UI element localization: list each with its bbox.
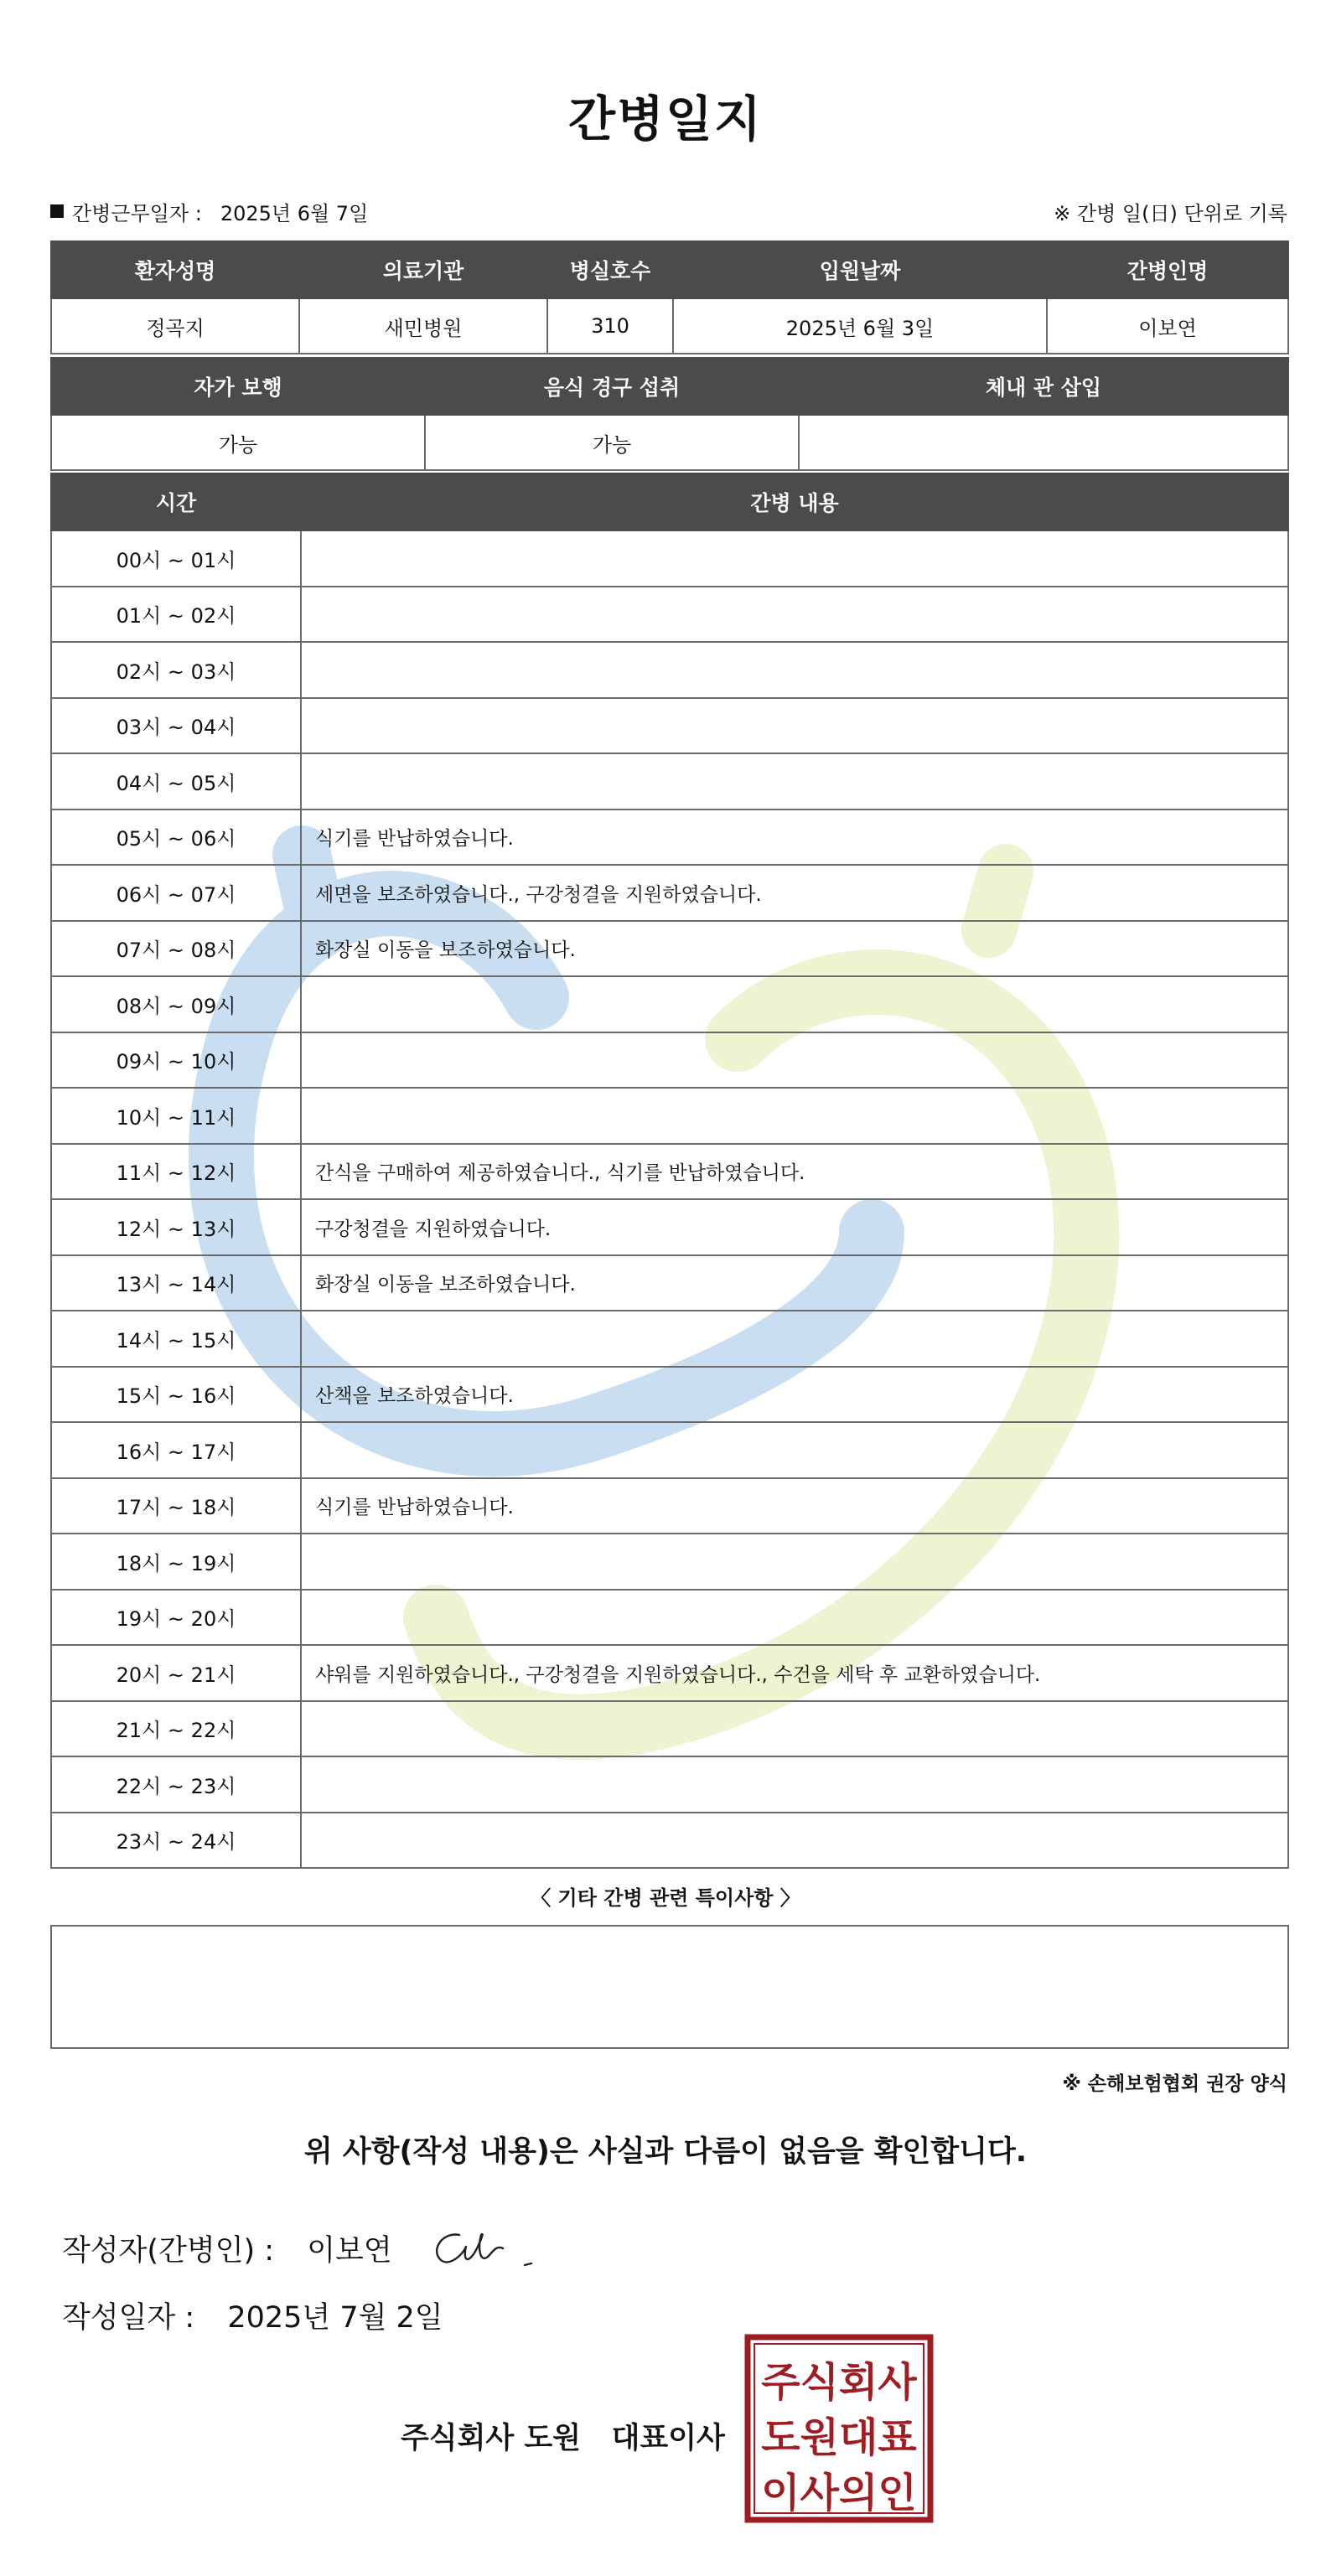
time-slot: 17시 ~ 18시 bbox=[51, 1478, 301, 1534]
table-row bbox=[51, 1645, 1288, 1701]
writer-row bbox=[62, 2227, 392, 2269]
table-row bbox=[51, 530, 1288, 587]
special-notes-title: 〈 기타 간병 관련 특이사항 〉 bbox=[531, 1886, 800, 1910]
header-room-number: 병실호수 bbox=[547, 241, 673, 298]
room-number: 310 bbox=[547, 298, 673, 354]
table-row bbox=[51, 1534, 1288, 1590]
header-hospital: 의료기관 bbox=[299, 241, 547, 298]
table-row bbox=[51, 1813, 1288, 1869]
oral-intake-value: 가능 bbox=[425, 415, 799, 470]
time-slot: 06시 ~ 07시 bbox=[51, 865, 301, 921]
table-row bbox=[51, 1255, 1288, 1311]
table-row bbox=[51, 698, 1288, 754]
meta-row bbox=[50, 194, 1287, 228]
record-unit-note: ※ 간병 일(日) 단위로 기록 bbox=[1054, 201, 1287, 225]
table-row bbox=[51, 1422, 1288, 1478]
time-slot: 10시 ~ 11시 bbox=[51, 1088, 301, 1144]
time-slot: 21시 ~ 22시 bbox=[51, 1701, 301, 1757]
time-slot: 01시 ~ 02시 bbox=[51, 587, 301, 643]
table-row bbox=[51, 976, 1288, 1032]
care-log-body bbox=[51, 530, 1288, 1868]
header-caregiver-name: 간병인명 bbox=[1047, 241, 1288, 298]
recommendation-note: ※ 손해보험협회 권장 양식 bbox=[1062, 2073, 1287, 2095]
table-row bbox=[51, 1088, 1288, 1144]
time-slot: 23시 ~ 24시 bbox=[51, 1813, 301, 1869]
patient-info-table bbox=[50, 241, 1289, 354]
handwritten-signature bbox=[426, 2216, 560, 2275]
care-content: 식기를 반납하였습니다. bbox=[301, 1478, 1288, 1534]
writer-label: 작성자(간병인) : bbox=[62, 2234, 275, 2268]
care-log-table bbox=[50, 473, 1289, 1869]
care-content bbox=[301, 1088, 1288, 1144]
time-slot: 03시 ~ 04시 bbox=[51, 698, 301, 754]
header-self-walking: 자가 보행 bbox=[51, 358, 425, 415]
work-date bbox=[50, 197, 368, 226]
table-row bbox=[51, 1590, 1288, 1646]
table-row bbox=[51, 1701, 1288, 1757]
write-date-label: 작성일자 : bbox=[62, 2301, 195, 2335]
time-slot: 19시 ~ 20시 bbox=[51, 1590, 301, 1646]
table-row bbox=[51, 1478, 1288, 1534]
time-slot: 16시 ~ 17시 bbox=[51, 1422, 301, 1478]
care-content bbox=[301, 1590, 1288, 1646]
care-content bbox=[301, 642, 1288, 698]
table-row bbox=[51, 753, 1288, 810]
company-representative: 주식회사 도원 대표이사 bbox=[401, 2422, 725, 2455]
time-slot: 02시 ~ 03시 bbox=[51, 642, 301, 698]
care-content bbox=[301, 1813, 1288, 1869]
table-row bbox=[51, 1311, 1288, 1367]
header-oral-intake: 음식 경구 섭취 bbox=[425, 358, 799, 415]
care-content: 식기를 반납하였습니다. bbox=[301, 810, 1288, 866]
time-slot: 11시 ~ 12시 bbox=[51, 1144, 301, 1200]
header-tube-insertion: 체내 관 삽입 bbox=[799, 358, 1288, 415]
care-content bbox=[301, 587, 1288, 643]
self-walking-value: 가능 bbox=[51, 415, 425, 470]
company-seal-stamp bbox=[744, 2334, 934, 2523]
seal-text-line: 도원대표 bbox=[761, 2414, 917, 2461]
work-date-label: 간병근무일자 : bbox=[72, 201, 202, 225]
write-date-row bbox=[62, 2294, 443, 2336]
tube-insertion-value bbox=[799, 415, 1288, 470]
patient-name: 정곡지 bbox=[51, 298, 299, 354]
table-row bbox=[51, 1032, 1288, 1089]
confirmation-statement: 위 사항(작성 내용)은 사실과 다름이 없음을 확인합니다. bbox=[303, 2135, 1028, 2169]
care-content bbox=[301, 1311, 1288, 1367]
seal-text-line: 주식회사 bbox=[761, 2359, 917, 2406]
care-content: 화장실 이동을 보조하였습니다. bbox=[301, 921, 1288, 977]
time-slot: 05시 ~ 06시 bbox=[51, 810, 301, 866]
time-slot: 15시 ~ 16시 bbox=[51, 1367, 301, 1423]
care-content bbox=[301, 530, 1288, 587]
care-content: 화장실 이동을 보조하였습니다. bbox=[301, 1255, 1288, 1311]
header-patient-name: 환자성명 bbox=[51, 241, 299, 298]
table-row bbox=[51, 1367, 1288, 1423]
care-content: 샤워를 지원하였습니다., 구강청결을 지원하였습니다., 수건을 세탁 후 교환하였습니다. bbox=[301, 1645, 1288, 1701]
table-row bbox=[51, 1199, 1288, 1255]
time-slot: 20시 ~ 21시 bbox=[51, 1645, 301, 1701]
care-content bbox=[301, 1701, 1288, 1757]
table-row bbox=[51, 810, 1288, 866]
care-content bbox=[301, 1032, 1288, 1089]
work-date-value: 2025년 6월 7일 bbox=[220, 201, 369, 225]
care-content bbox=[301, 976, 1288, 1032]
time-slot: 08시 ~ 09시 bbox=[51, 976, 301, 1032]
care-content: 구강청결을 지원하였습니다. bbox=[301, 1199, 1288, 1255]
seal-text-line: 이사의인 bbox=[761, 2470, 917, 2517]
patient-status-table bbox=[50, 357, 1289, 471]
table-row bbox=[51, 865, 1288, 921]
header-admission-date: 입원날짜 bbox=[673, 241, 1047, 298]
table-row bbox=[51, 1144, 1288, 1200]
time-slot: 22시 ~ 23시 bbox=[51, 1756, 301, 1813]
caregiver-name: 이보연 bbox=[1047, 298, 1288, 354]
time-slot: 14시 ~ 15시 bbox=[51, 1311, 301, 1367]
hospital-name: 새민병원 bbox=[299, 298, 547, 354]
time-slot: 09시 ~ 10시 bbox=[51, 1032, 301, 1089]
table-row bbox=[51, 642, 1288, 698]
table-row bbox=[51, 921, 1288, 977]
time-slot: 12시 ~ 13시 bbox=[51, 1199, 301, 1255]
writer-name: 이보연 bbox=[307, 2234, 392, 2268]
time-slot: 04시 ~ 05시 bbox=[51, 753, 301, 810]
table-row bbox=[51, 1756, 1288, 1813]
special-notes-box bbox=[50, 1925, 1289, 2049]
care-content bbox=[301, 1534, 1288, 1590]
time-slot: 00시 ~ 01시 bbox=[51, 530, 301, 587]
care-content: 세면을 보조하였습니다., 구강청결을 지원하였습니다. bbox=[301, 865, 1288, 921]
bullet-square-icon bbox=[50, 204, 64, 218]
care-content bbox=[301, 1756, 1288, 1813]
time-slot: 18시 ~ 19시 bbox=[51, 1534, 301, 1590]
table-row bbox=[51, 587, 1288, 643]
care-content: 산책을 보조하였습니다. bbox=[301, 1367, 1288, 1423]
time-slot: 07시 ~ 08시 bbox=[51, 921, 301, 977]
write-date-value: 2025년 7월 2일 bbox=[227, 2301, 443, 2335]
care-content: 간식을 구매하여 제공하였습니다., 식기를 반납하였습니다. bbox=[301, 1144, 1288, 1200]
header-time: 시간 bbox=[51, 473, 301, 530]
care-content bbox=[301, 1422, 1288, 1478]
care-content bbox=[301, 698, 1288, 754]
care-content bbox=[301, 753, 1288, 810]
header-care-content: 간병 내용 bbox=[301, 473, 1288, 530]
time-slot: 13시 ~ 14시 bbox=[51, 1255, 301, 1311]
admission-date: 2025년 6월 3일 bbox=[673, 298, 1047, 354]
page-title: 간병일지 bbox=[567, 91, 764, 147]
